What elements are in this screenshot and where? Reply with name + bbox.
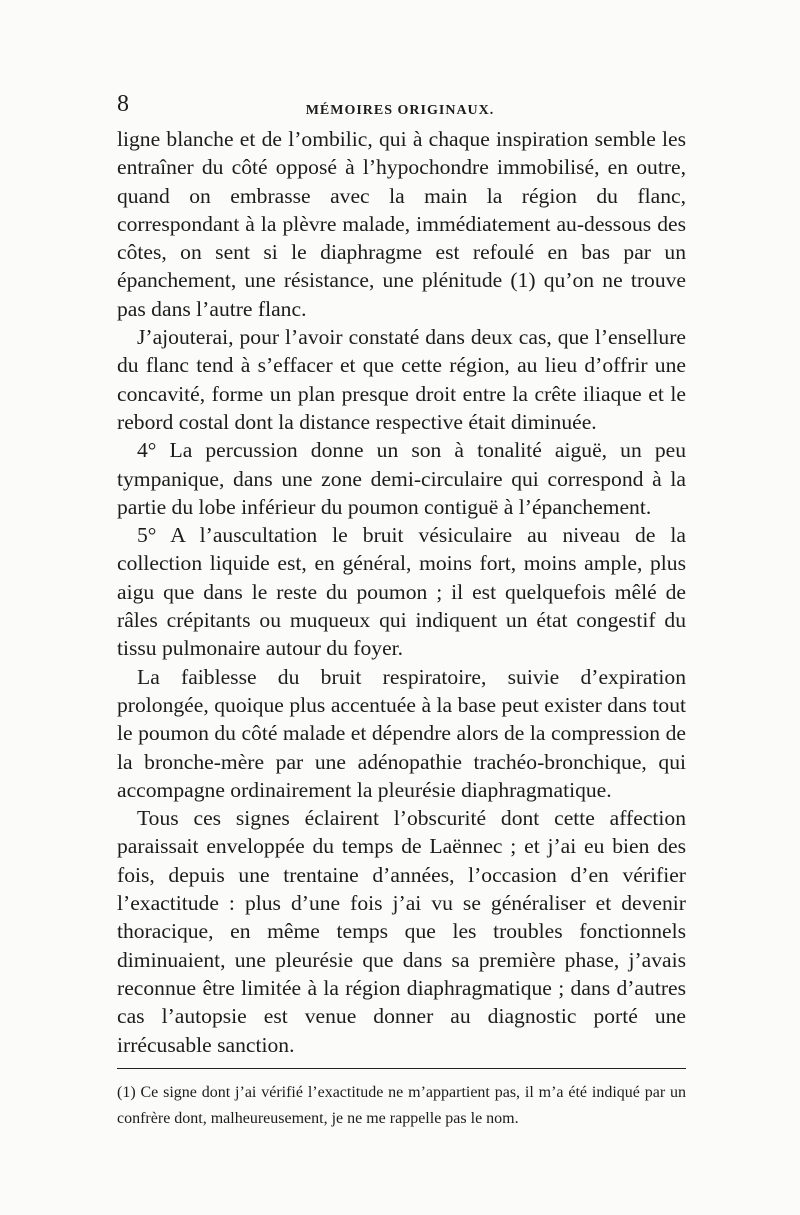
paragraph-4: 5° A l’auscultation le bruit vésiculaire au niveau de la collection liquide est, en général, moins fort, moins ample, plus aigu que dans le reste du poumon ; il est quelquefois mêlé de râles crépitants ou muqueux qui indiquent un état congestif du tissu pulmonaire autour du foyer.: [117, 523, 686, 661]
paragraph-5: La faiblesse du bruit respiratoire, suivie d’expiration prolongée, quoique plus accentuée à la base peut exister dans tout le poumon du côté malade et dépendre alors de la compression de la bronche-mère par une adénopathie trachéo-bronchique, qui accompagne ordinairement la pleurésie diaphragmatique.: [117, 664, 686, 802]
paragraph-6: Tous ces signes éclairent l’obscurité dont cette affection paraissait enveloppée du temps de Laënnec ; et j’ai eu bien des fois, depuis une trentaine d’années, l’occasion d’en vérifier l’exactitude : plus d’une fois j’ai vu se généraliser et devenir thoracique, en même temps que les troubles fonctionnels diminuaient, une pleurésie que dans sa première phase, j’avais reconnue être limitée à la région diaphragmatique ; dans d’autres cas l’autopsie est venue donner au diagnostic porté une irrécusable sanction.: [117, 806, 686, 1057]
paragraph-2: J’ajouterai, pour l’avoir constaté dans deux cas, que l’ensellure du flanc tend à s’effacer et que cette région, au lieu d’offrir une concavité, forme un plan presque droit entre la crête iliaque et le rebord costal dont la distance respective était diminuée.: [117, 325, 686, 434]
footnote-divider: [117, 1068, 686, 1069]
footnote: (1) Ce signe dont j’ai vérifié l’exactitude ne m’appartient pas, il m’a été indiqué par un confrère dont, malheureusement, je ne me rappelle pas le nom.: [117, 1084, 686, 1127]
running-head: MÉMOIRES ORIGINAUX.: [305, 103, 495, 118]
page-number: 8: [117, 91, 129, 117]
paragraph-3: 4° La percussion donne un son à tonalité aiguë, un peu tympanique, dans une zone demi-circulaire qui correspond à la partie du lobe inférieur du poumon contiguë à l’épanchement.: [117, 438, 686, 519]
body-text: [117, 125, 686, 1059]
paragraph-1: ligne blanche et de l’ombilic, qui à chaque inspiration semble les entraîner du côté opposé à l’hypochondre immobilisé, en outre, quand on embrasse avec la main la région du flanc, correspondant à la plèvre malade, immédiatement au-dessous des côtes, on sent si le diaphragme est refoulé en bas par un épanchement, une résistance, une plénitude (1) qu’on ne trouve pas dans l’autre flanc.: [117, 127, 686, 321]
